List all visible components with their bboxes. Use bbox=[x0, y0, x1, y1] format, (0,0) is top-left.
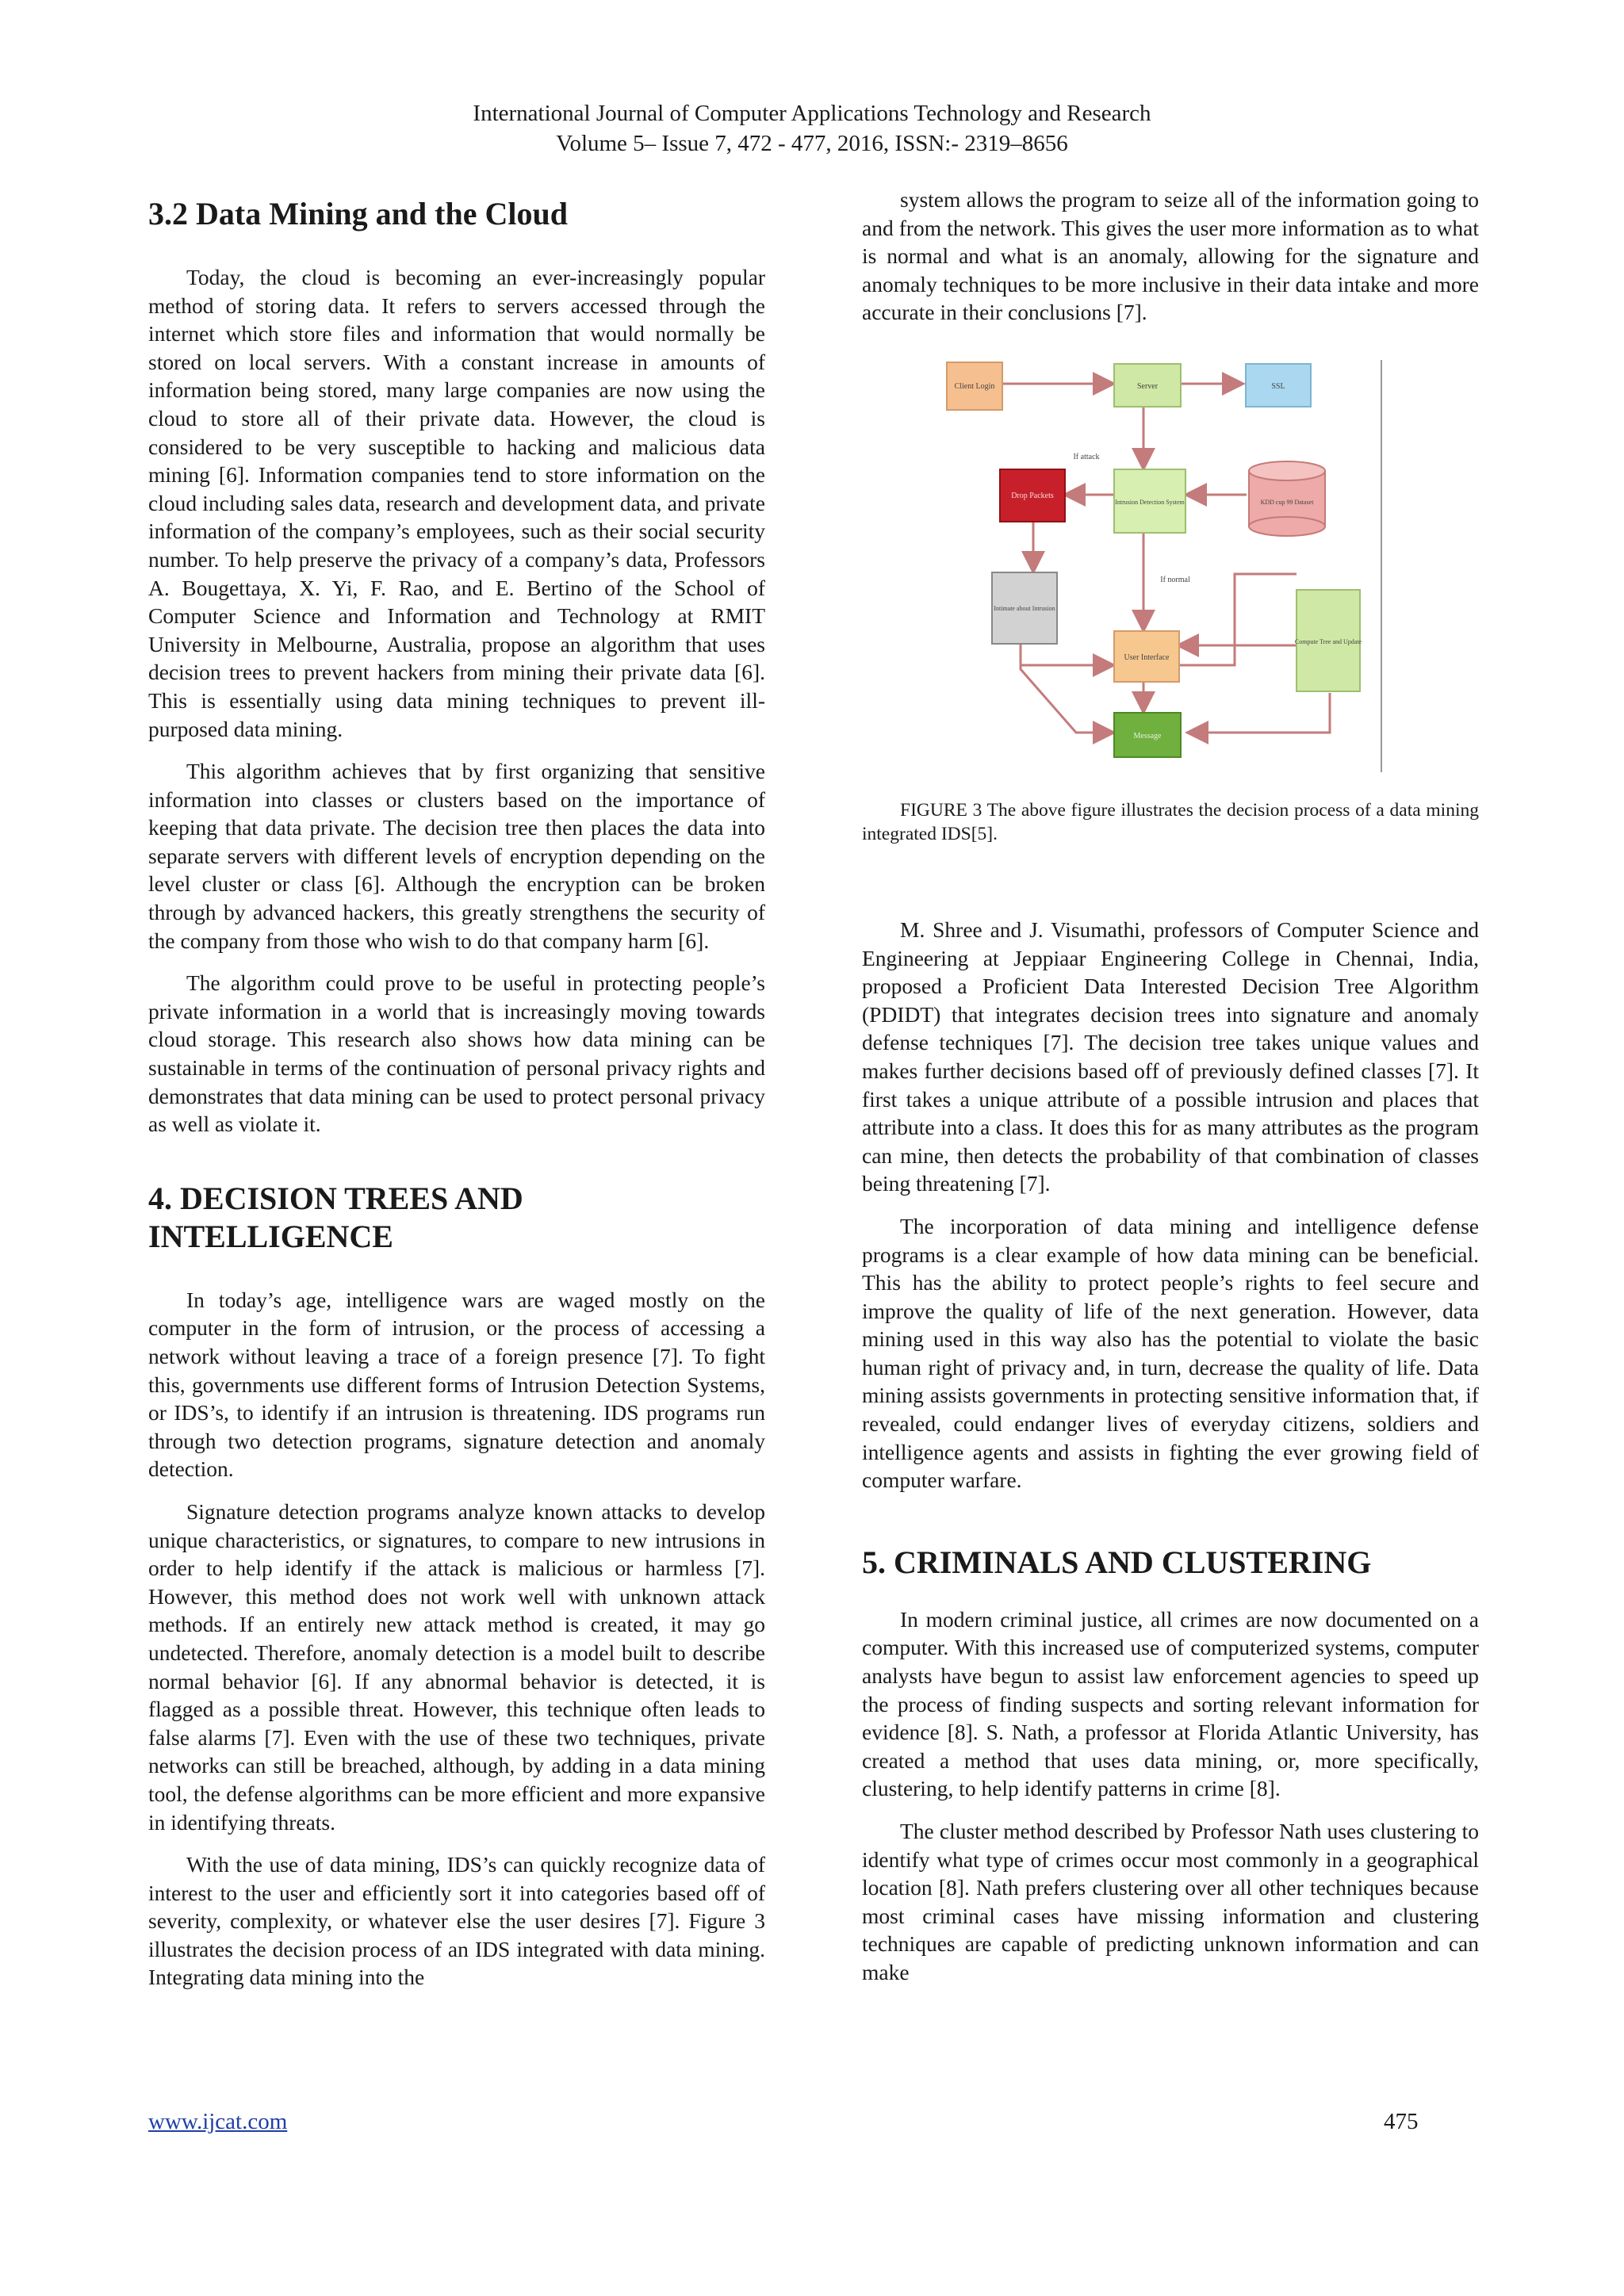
section-heading-3-2: 3.2 Data Mining and the Cloud bbox=[148, 196, 568, 232]
journal-website-link[interactable]: www.ijcat.com bbox=[148, 2109, 288, 2134]
ids-flow-diagram bbox=[862, 360, 1479, 784]
left-column bbox=[148, 189, 765, 1992]
page-number: 475 bbox=[1384, 2109, 1419, 2134]
journal-title: International Journal of Computer Applications Technology and Research bbox=[473, 101, 1151, 126]
figure-caption: FIGURE 3 The above figure illustrates the decision process of a data mining integrated IDS[5]. bbox=[862, 799, 1479, 844]
intimate-label: Intimate about Intrusion bbox=[994, 604, 1055, 612]
paragraph: In today’s age, intelligence wars are waged mostly on the computer in the form of intrusion, or the process of accessing a network without leaving a trace of a foreign presence [7]. To fight this, governments use different forms of Intrusion Detection Systems, or IDS’s, to identify if an intrusion is threatening. IDS programs run through two detection programs, signature detection and anomaly detection. bbox=[148, 1287, 765, 1482]
journal-volume: Volume 5– Issue 7, 472 - 477, 2016, ISSN:- 2319–8656 bbox=[556, 131, 1068, 156]
if-attack-label: If attack bbox=[1073, 452, 1100, 461]
paragraph: The incorporation of data mining and intelligence defense programs is a clear example of how data mining can be beneficial. This has the ability to protect people’s rights to feel secure and improve the quality of life of the next generation. However, data mining used in this way also has the potential to violate the basic human right of privacy and, in turn, decrease the quality of life. Data mining assists governments in protecting sensitive information that, if revealed, could endanger lives of everyday citizens, soldiers and intelligence agents and assists in fighting the ever growing field of computer warfare. bbox=[862, 1213, 1479, 1493]
paragraph: system allows the program to seize all of the information going to and from the network. This gives the user more information as to what is normal and what is an anomaly, allowing for the signature and anomaly techniques to be more inclusive in their data intake and more accurate in their conclusions [7]. bbox=[862, 187, 1479, 325]
arrow-compute-to-message bbox=[1187, 693, 1330, 733]
paragraph: This algorithm achieves that by first organizing that sensitive information into classes or clusters based on the importance of keeping that data private. The decision tree then places the data into separate servers with different levels of encryption depending on the level cluster or class [6]. Although the encryption can be broken through by advanced hackers, this greatly strengthens the security of the company from those who wish to do that company harm [6]. bbox=[148, 759, 765, 953]
drop-packets-label: Drop Packets bbox=[1011, 491, 1054, 500]
paragraph: With the use of data mining, IDS’s can quickly recognize data of interest to the user and efficiently sort it into categories based off of severity, complexity, or whatever else the user desires [7]. Figure 3 illustrates the decision process of an IDS integrated with data mining. Integrating data mining into the bbox=[148, 1852, 765, 1990]
paragraph: The algorithm could prove to be useful in protecting people’s private information in a world that is increasingly moving towards cloud storage. This research also shows how data mining can be sustainable in terms of the continuation of personal privacy rights and demonstrates that data mining can be used to protect personal privacy as well as violate it. bbox=[148, 970, 765, 1137]
if-normal-label: If normal bbox=[1160, 575, 1190, 584]
paragraph: The cluster method described by Professor Nath uses clustering to identify what type of crimes occur most commonly in a geographical location [8]. Nath prefers clustering over all other techniques because most criminal cases have missing information and clustering techniques are capable of predicting unknown information and can make bbox=[862, 1819, 1479, 1984]
paragraph: M. Shree and J. Visumathi, professors of Computer Science and Engineering at Jeppiaar Engineering College in Chennai, India, proposed a Proficient Data Interested Decision Tree Algorithm (PDIDT) that integrates decision trees into signature and anomaly defense techniques [7]. The decision tree takes unique values and makes further decisions based off of previously defined classes [7]. It first takes a unique attribute of a possible intrusion and places that attribute into a class. It does this for as many attributes as the program can mine, then detects the probability of that combination of classes being threatening [7]. bbox=[862, 916, 1479, 1196]
arrow-intimate-to-ui bbox=[1021, 642, 1114, 665]
compute-label: Compute Tree and Update bbox=[1294, 637, 1362, 645]
paragraph: Signature detection programs analyze known attacks to develop unique characteristics, or signatures, to compare to new intrusions in order to help identify if the attack is malicious or harmless [7]. However, this method does not work well with unknown attack methods. If an entirely new attack method is created, it may go undetected. Therefore, anomaly detection is a model built to describe normal behavior [6]. If any abnormal behavior is detected, it is flagged as a possible threat. However, this technique often leads to false alarms [7]. Even with the use of these two techniques, private networks can still be breached, although, by adding in a data mining tool, the defense algorithms can be more efficient and more expansive in identifying threats. bbox=[148, 1498, 765, 1835]
message-label: Message bbox=[1133, 731, 1162, 740]
section-heading-4-line1: 4. DECISION TREES AND bbox=[148, 1180, 523, 1216]
kdd-label: KDD cup 99 Dataset bbox=[1260, 498, 1314, 506]
client-login-label: Client Login bbox=[954, 381, 995, 391]
paragraph: Today, the cloud is becoming an ever-increasingly popular method of storing data. It refers to servers accessed through the internet which store files and information that would normally be stored on local servers. With a constant increase in amounts of information being stored, many large companies are now using the cloud to store all of their private data. However, the cloud is considered to be very susceptible to hacking and malicious data mining [6]. Information companies tend to store information on the cloud including sales data, research and development data, and private information of the company’s employees, such as their social security number. To help preserve the privacy of a company’s data, Professors A. Bougettaya, X. Yi, F. Rao, and E. Bertino of the School of Computer Science and Information and Technology at RMIT University in Melbourne, Australia, propose an algorithm that uses decision trees to prevent hackers from mining their private data [6]. This is essentially using data mining techniques to prevent ill-purposed data mining. bbox=[148, 265, 765, 741]
user-interface-label: User Interface bbox=[1124, 652, 1170, 662]
server-label: Server bbox=[1136, 381, 1159, 391]
arrow-ui-to-compute bbox=[1178, 574, 1297, 665]
ids-label: Intrusion Detection System bbox=[1115, 498, 1185, 506]
section-heading-5: 5. CRIMINALS AND CLUSTERING bbox=[862, 1544, 1372, 1580]
paragraph: In modern criminal justice, all crimes are now documented on a computer. With this increased use of computerized systems, computer analysts have begun to assist law enforcement agencies to speed up the process of finding suspects and sorting relevant information for evidence [8]. S. Nath, a professor at Florida Atlantic University, has created a method that uses data mining, or, more specifically, clustering, to help identify patterns in crime [8]. bbox=[862, 1606, 1479, 1801]
ssl-label: SSL bbox=[1271, 381, 1285, 391]
journal-header bbox=[0, 98, 1624, 159]
right-column bbox=[862, 189, 1479, 1987]
figure-3 bbox=[862, 360, 1479, 784]
section-heading-4 bbox=[148, 1180, 765, 1256]
arrow-intimate-to-message bbox=[1021, 642, 1114, 733]
section-heading-4-line2: INTELLIGENCE bbox=[148, 1218, 393, 1254]
